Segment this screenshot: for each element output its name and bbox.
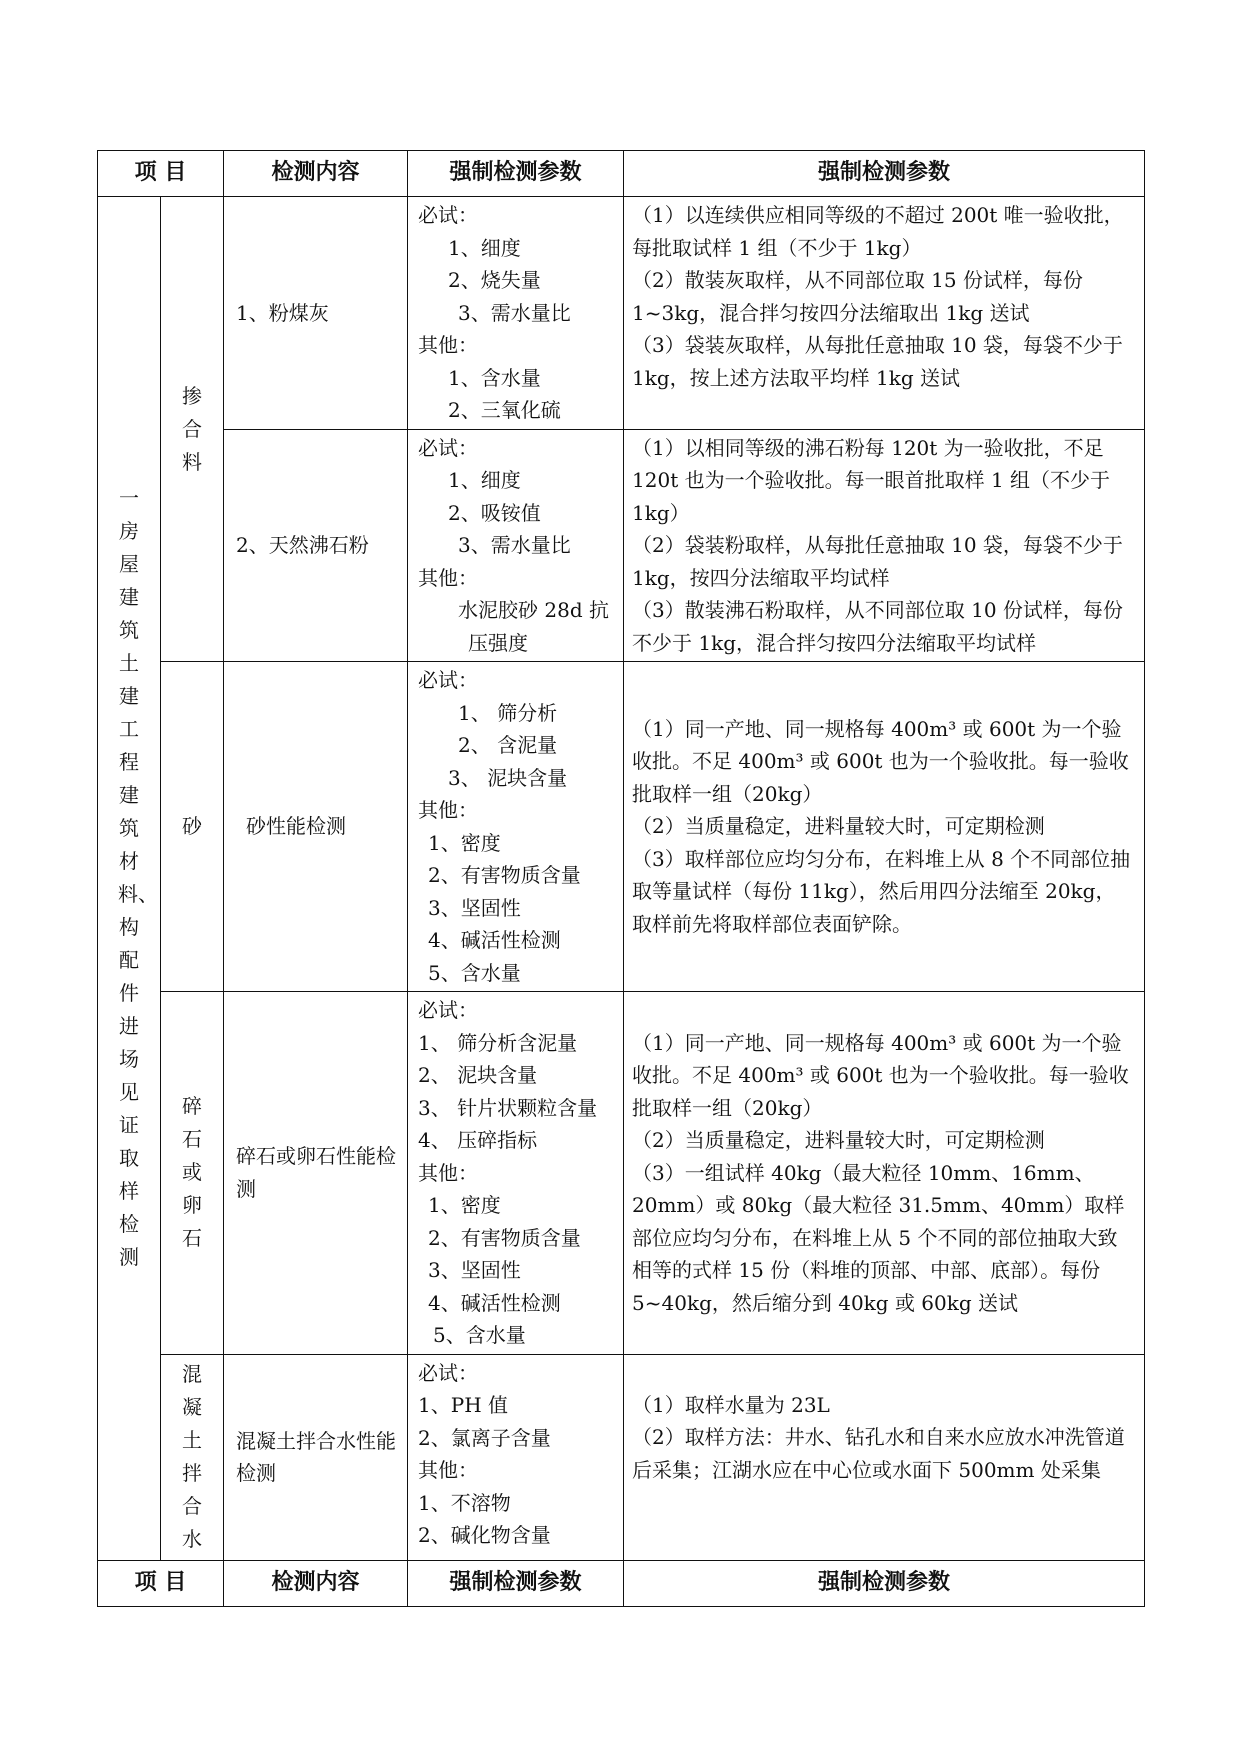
params-line: 1、细度 [448, 468, 521, 492]
desc-line: （2）当质量稳定，进料量较大时，可定期检测 [632, 1128, 1045, 1152]
content-label: 碎石或卵石性能检测 [236, 1144, 397, 1201]
desc-cell [624, 429, 1145, 662]
desc-cell [624, 662, 1145, 992]
subcategory-cell [161, 992, 224, 1355]
table-row [98, 1354, 1145, 1560]
params-line: 1、密度 [428, 1193, 501, 1217]
params-line: 2、有害物质含量 [428, 1225, 581, 1250]
params-line: 其他： [418, 798, 479, 822]
params-line: 其他： [418, 333, 479, 357]
params-cell [408, 662, 624, 992]
params-line: 3、 针片状颗粒含量 [418, 1095, 598, 1120]
subcategory-cell [161, 1354, 224, 1560]
subcategory-label: 混凝土拌合水 [182, 1362, 202, 1551]
content-cell [224, 197, 408, 430]
params-line: 1、密度 [428, 830, 501, 855]
content-cell [224, 992, 408, 1355]
desc-line: （2）散装灰取样，从不同部位取 15 份试样，每份 1~3kg，混合拌匀按四分法缩取出 1kg 送试 [632, 268, 1083, 325]
params-line: 2、三氧化硫 [448, 398, 561, 422]
params-line: 3、需水量比 [458, 300, 571, 325]
params-line: 必试： [418, 998, 479, 1022]
desc-line: （2）取样方法：井水、钻孔水和自来水应放水冲洗管道后采集；江湖水应在中心位或水面下 500mm 处采集 [632, 1425, 1125, 1482]
params-cell [408, 992, 624, 1355]
params-line: 4、碱活性检测 [428, 928, 561, 952]
params-line: 1、细度 [448, 235, 521, 260]
desc-line: （1）以连续供应相同等级的不超过 200t 唯一验收批，每批取试样 1 组（不少于 1kg） [632, 203, 1124, 260]
subcategory-label: 掺合料 [182, 383, 202, 474]
category-cell [98, 197, 161, 1561]
params-line: 3、 泥块含量 [448, 765, 568, 790]
content-label: 2、天然沸石粉 [236, 533, 369, 557]
desc-line: （3）散装沸石粉取样，从不同部位取 10 份试样，每份不少于 1kg，混合拌匀按四分法缩取平均试样 [632, 598, 1123, 655]
params-line: 5、含水量 [433, 1323, 526, 1347]
desc-cell [624, 992, 1145, 1355]
params-line: 其他： [418, 1160, 479, 1185]
header-content: 检测内容 [224, 151, 408, 197]
footer-content: 检测内容 [224, 1560, 408, 1606]
params-line: 1、含水量 [448, 365, 541, 390]
params-line: 2、氯离子含量 [418, 1425, 551, 1450]
params-line: 2、烧失量 [448, 268, 541, 292]
params-line: 1、PH 值 [418, 1393, 508, 1417]
header-params: 强制检测参数 [408, 151, 624, 197]
subcategory-cell [161, 197, 224, 662]
subcategory-label: 砂 [182, 814, 202, 838]
content-label: 砂性能检测 [246, 814, 347, 839]
params-line: 1、不溶物 [418, 1490, 511, 1515]
params-line: 1、 筛分析 [458, 700, 558, 725]
params-line: 4、 压碎指标 [418, 1128, 538, 1152]
params-line: 2、 含泥量 [458, 733, 558, 757]
params-line: 3、坚固性 [428, 1258, 521, 1282]
table-row [98, 197, 1145, 430]
desc-line: （1）以相同等级的沸石粉每 120t 为一验收批，不足 120t 也为一个验收批。每一眼首批取样 1 组（不少于 1kg） [632, 435, 1111, 525]
params-line: 2、 泥块含量 [418, 1063, 538, 1087]
params-line: 2、吸铵值 [448, 500, 541, 525]
content-cell [224, 429, 408, 662]
table-row [98, 429, 1145, 662]
params-line: 压强度 [468, 630, 529, 655]
sampling-table [97, 150, 1145, 1607]
desc-line: （1）同一产地、同一规格每 400m³ 或 600t 为一个验收批。不足 400m³ 或 600t 也为一个验收批。每一验收批取样一组（20kg） [632, 716, 1129, 806]
desc-cell [624, 197, 1145, 430]
params-line: 3、坚固性 [428, 895, 521, 920]
content-label: 混凝土拌合水性能检测 [236, 1428, 397, 1485]
footer-params-2: 强制检测参数 [624, 1560, 1145, 1606]
desc-cell [624, 1354, 1145, 1560]
table-row [98, 662, 1145, 992]
subcategory-cell [161, 662, 224, 992]
params-line: 2、有害物质含量 [428, 863, 581, 887]
params-cell [408, 197, 624, 430]
desc-line: （2）袋装粉取样，从每批任意抽取 10 袋，每袋不少于 1kg，按四分法缩取平均试样 [632, 533, 1123, 590]
params-line: 必试： [418, 435, 479, 460]
params-line: 必试： [418, 668, 479, 692]
desc-line: （1）同一产地、同一规格每 400m³ 或 600t 为一个验收批。不足 400m³ 或 600t 也为一个验收批。每一验收批取样一组（20kg） [632, 1030, 1129, 1120]
footer-project: 项 目 [98, 1560, 224, 1606]
footer-params: 强制检测参数 [408, 1560, 624, 1606]
params-line: 水泥胶砂 28d 抗 [458, 598, 609, 622]
desc-line: （3）袋装灰取样，从每批任意抽取 10 袋，每袋不少于 1kg，按上述方法取平均样 1kg 送试 [632, 333, 1123, 390]
category-label: 一房屋建筑土建工程建筑材料、构配件进场见证取样检测 [118, 486, 158, 1270]
header-params-2: 强制检测参数 [624, 151, 1145, 197]
desc-line: （1）取样水量为 23L [632, 1392, 830, 1417]
subcategory-label: 碎石或卵石 [182, 1094, 202, 1251]
header-project: 项 目 [98, 151, 224, 197]
params-line: 4、碱活性检测 [428, 1290, 561, 1315]
params-line: 2、碱化物含量 [418, 1523, 551, 1547]
content-cell [224, 662, 408, 992]
params-line: 1、 筛分析含泥量 [418, 1030, 578, 1055]
desc-line: （3）一组试样 40kg（最大粒径 10mm、16mm、20mm）或 80kg（最大粒径 31.5mm、40mm）取样部位应均匀分布，在料堆上从 5 个不同的部位抽取大致相等的式样 15 份（料堆的顶部、中部、底部）。每份 5~40kg，然后缩分到 40kg 或 60kg 送试 [632, 1160, 1125, 1315]
params-line: 3、需水量比 [458, 533, 571, 557]
desc-line: （3）取样部位应均匀分布，在料堆上从 8 个不同部位抽取等量试样（每份 11kg），然后用四分法缩至 20kg，取样前先将取样部位表面铲除。 [632, 846, 1131, 936]
params-cell [408, 429, 624, 662]
desc-line: （2）当质量稳定，进料量较大时，可定期检测 [632, 814, 1045, 839]
content-label: 1、粉煤灰 [236, 300, 329, 325]
params-line: 其他： [418, 1458, 479, 1482]
params-line: 其他： [418, 565, 479, 590]
params-line: 5、含水量 [428, 960, 521, 985]
footer-row [98, 1560, 1145, 1606]
content-cell [224, 1354, 408, 1560]
params-line: 必试： [418, 203, 479, 227]
params-line: 必试： [418, 1360, 479, 1385]
params-cell [408, 1354, 624, 1560]
table-row [98, 992, 1145, 1355]
header-row [98, 151, 1145, 197]
